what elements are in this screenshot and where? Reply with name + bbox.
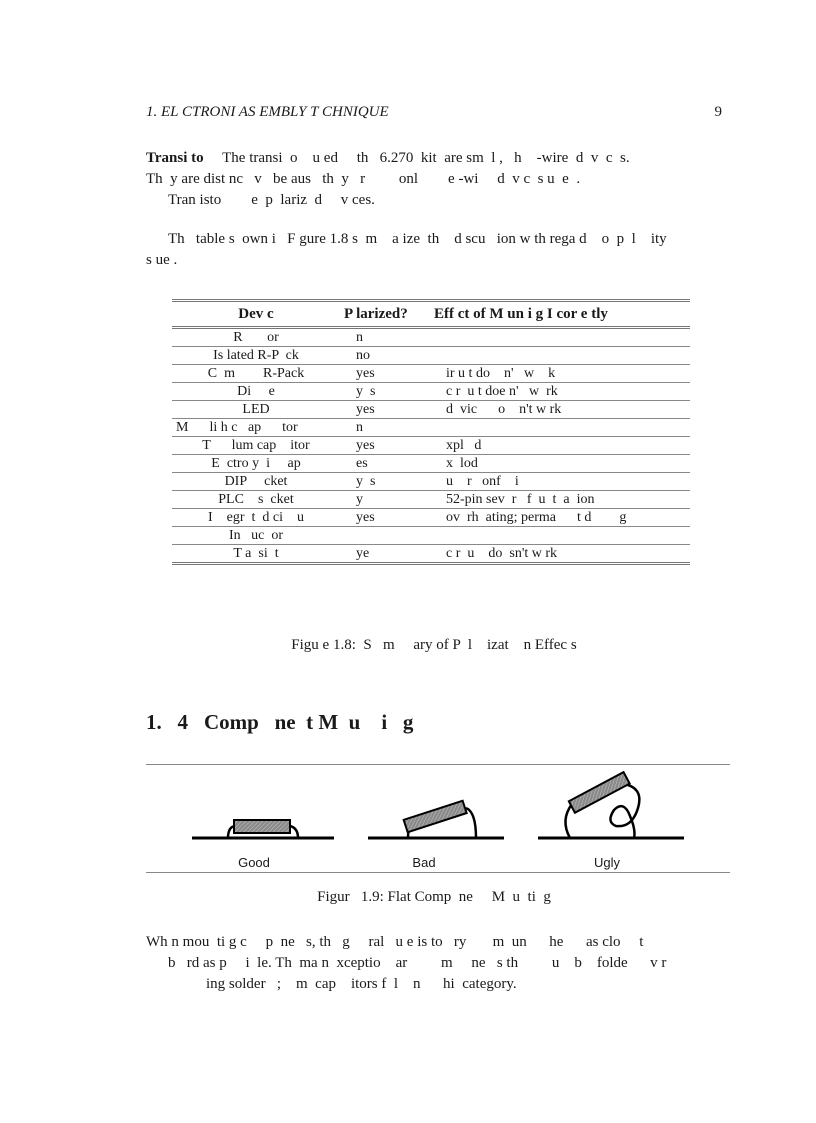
table-row: In uc or: [172, 527, 690, 545]
intro-line-3: Tran isto e p lariz d v ces.: [168, 192, 375, 208]
table-row: R or n: [172, 328, 690, 347]
intro-line-1: The transi o u ed th 6.270 kit are sm l , h -wire d v c s.: [203, 150, 630, 166]
table-header-row: [172, 301, 690, 328]
label-bad: Bad: [412, 855, 436, 870]
header-polarized: P larized?: [340, 301, 430, 328]
ugly-mounting-illustration: [538, 772, 684, 838]
table-intro-paragraph: [146, 229, 722, 271]
closing-line-2: b rd as p i le. Th ma n xceptio ar m ne s th u b folde v r: [168, 955, 667, 971]
component-mounting-figure: [146, 768, 730, 850]
table-row: DIP cket y s u r onf i: [172, 473, 690, 491]
table-row: E ctro y i ap es x lod: [172, 455, 690, 473]
run-in-heading: Transi to: [146, 150, 204, 166]
figure-bottom-rule: [146, 872, 730, 873]
table-row: T lum cap itor yes xpl d: [172, 437, 690, 455]
table-row: I egr t d ci u yes ov rh ating; perma t d g: [172, 509, 690, 527]
intro-line-2: Th y are dist nc v be aus th y r onl e -wi d v c s u e .: [146, 171, 581, 187]
label-ugly: Ugly: [593, 855, 620, 870]
section-heading: [146, 710, 413, 735]
section-number: 1. 4: [146, 710, 188, 734]
figure-1-9-caption: Figur 1.9: Flat Comp ne M u ti g: [317, 889, 551, 905]
header-device: Dev c: [172, 301, 340, 328]
header-effect: Eff ct of M un i g I cor e tly: [430, 301, 690, 328]
closing-line-1: Wh n mou ti g c p ne s, th g ral u e is to ry m un he as clo t: [146, 934, 644, 950]
closing-paragraph: [146, 932, 722, 995]
good-mounting-illustration: [192, 820, 334, 838]
table-row: T a si t ye c r u do sn't w rk: [172, 545, 690, 564]
table-row: M li h c ap tor n: [172, 419, 690, 437]
page-number: 9: [714, 104, 722, 120]
bad-mounting-illustration: [368, 801, 504, 838]
section-title: Comp ne t M u i g: [204, 710, 414, 734]
table-row: LED yes d vic o n't w rk: [172, 401, 690, 419]
para2-line-2: s ue .: [146, 252, 178, 268]
figure-top-rule: [146, 764, 730, 765]
para2-line-1: Th table s own i F gure 1.8 s m a ize th d scu ion w th rega d o p l ity: [168, 231, 667, 247]
running-head: [146, 104, 722, 121]
chapter-title: 1. EL CTRONI AS EMBLY T CHNIQUE: [146, 104, 389, 120]
table-row: PLC s cket y 52-pin sev r f u t a ion: [172, 491, 690, 509]
table-row: Di e y s c r u t doe n' w rk: [172, 383, 690, 401]
table-row: Is lated R-P ck no: [172, 347, 690, 365]
closing-line-3: ing solder ; m cap itors f l n hi category.: [206, 976, 517, 992]
label-good: Good: [238, 855, 270, 870]
intro-paragraph: [146, 148, 722, 211]
polarization-table: [172, 299, 690, 565]
table-row: C m R-Pack yes ir u t do n' w k: [172, 365, 690, 383]
figure-1-8-caption: Figu e 1.8: S m ary of P l izat n Effec s: [291, 637, 577, 653]
